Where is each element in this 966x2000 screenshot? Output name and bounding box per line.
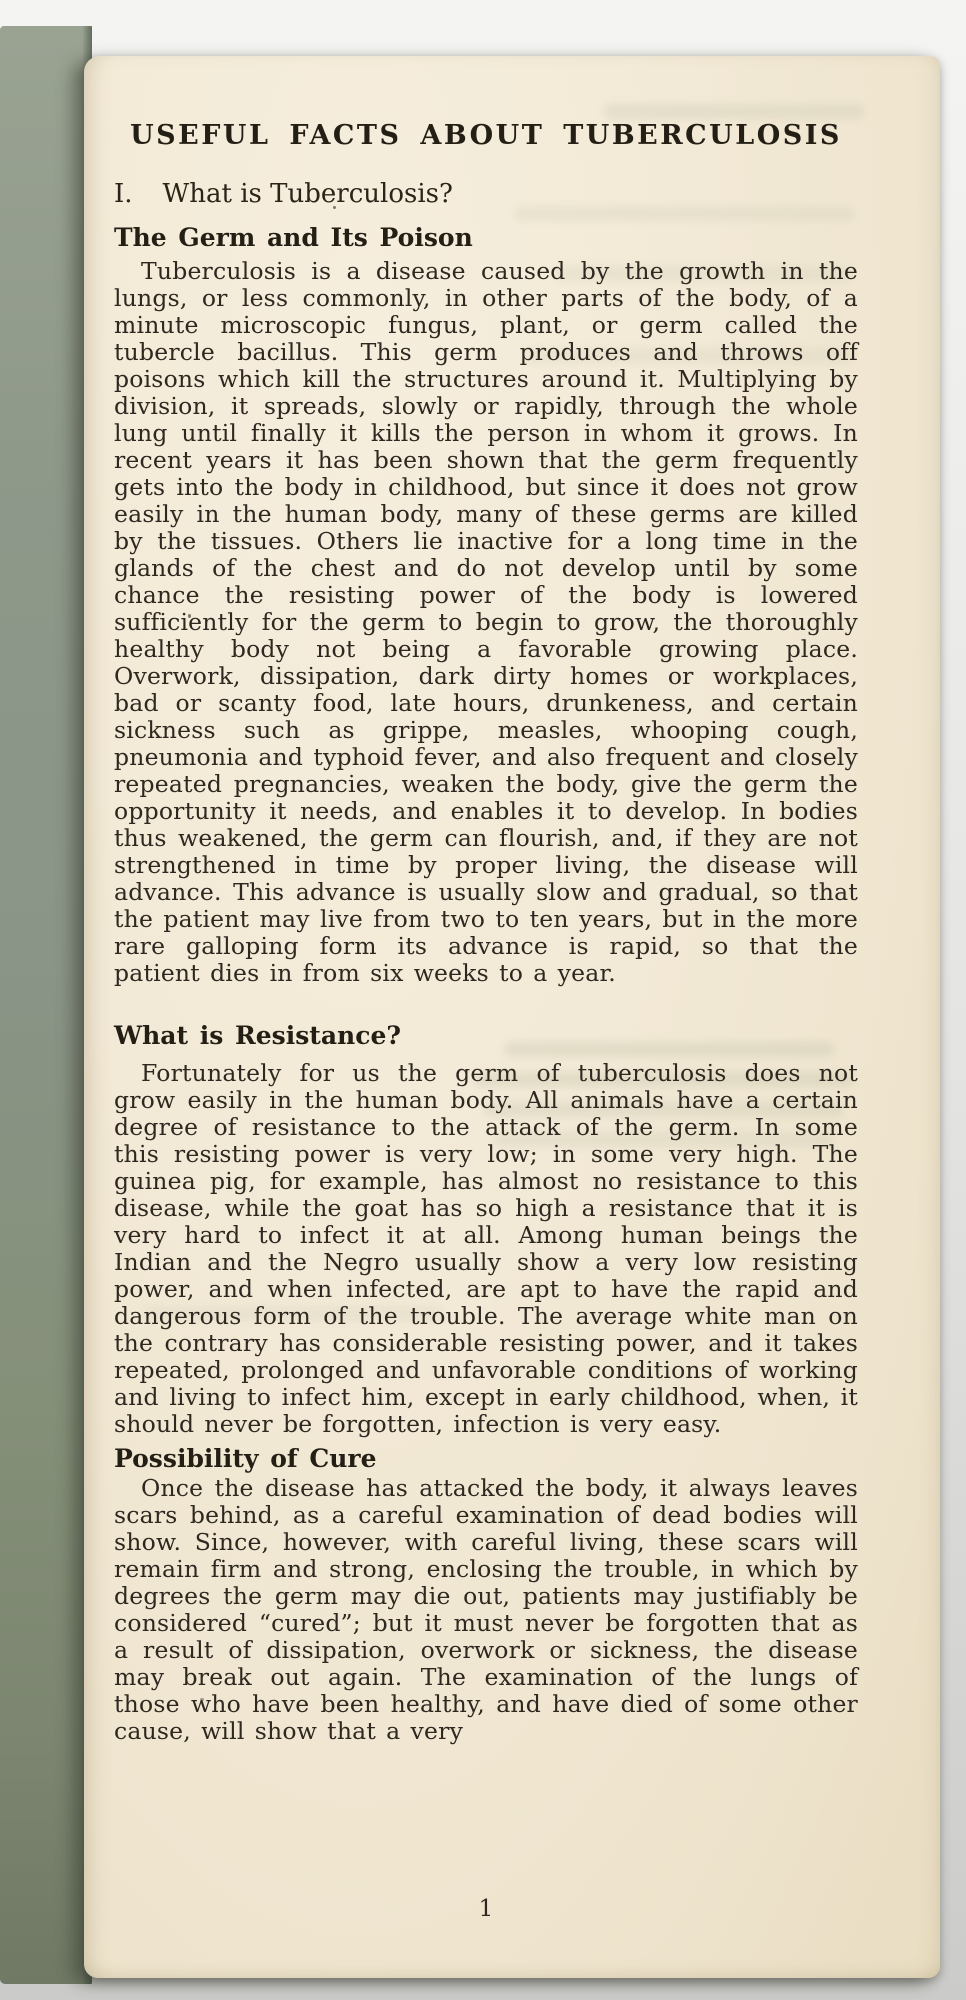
document-title: USEFUL FACTS ABOUT TUBERCULOSIS	[130, 120, 842, 151]
page-content	[84, 56, 940, 1978]
section-heading	[114, 179, 858, 209]
section-numeral: I.	[114, 179, 133, 209]
booklet-cover-edge	[0, 26, 92, 1984]
resistance-heading: What is Resistance?	[114, 1021, 402, 1050]
cure-paragraph: Once the disease has attacked the body, it always leaves scars behind, as a careful examination of dead bodies will show. Since, however, with careful living, these scars will remain firm and strong, enclosing the trouble, in which by degrees the germ may die out, patients may justifiably be considered “cured”; but it must never be forgotten that as a result of dissipation, overwork or sickness, the disease may break out again. The examination of the lungs of those who have been healthy, and have died of some other cause, will show that a very	[114, 1474, 858, 1745]
germ-poison-paragraph: Tuberculosis is a disease caused by the growth in the lungs, or less commonly, in other parts of the body, of a minute microscopic fungus, plant, or germ called the tubercle bacillus. This germ produces and throws off poisons which kill the structures around it. Multiplying by division, it spreads, slowly or rapidly, through the whole lung until finally it kills the person in whom it grows. In recent years it has been shown that the germ frequently gets into the body in childhood, but since it does not grow easily in the human body, many of these germs are killed by the tissues. Others lie inactive for a long time in the glands of the chest and do not develop until by some chance the resisting power of the body is lowered sufficiently for the germ to begin to grow, the thoroughly healthy body not being a favorable growing place. Overwork, dissipation, dark dirty homes or workplaces, bad or scanty food, late hours, drunkeness, and certain sickness such as grippe, measles, whooping cough, pneumonia and typhoid fever, and also frequent and closely repeated pregnancies, weaken the body, give the germ the opportunity it needs, and enables it to develop. In bodies thus weakened, the germ can flourish, and, if they are not strengthened in time by proper living, the disease will advance. This advance is usually slow and gradual, so that the patient may live from two to ten years, but in the more rare galloping form its advance is rapid, so that the patient dies in from six weeks to a year.	[114, 257, 858, 987]
pamphlet-page	[84, 56, 940, 1978]
resistance-paragraph: Fortunately for us the germ of tuberculosis does not grow easily in the human body. All animals have a certain degree of resistance to the attack of the germ. In some this resisting power is very low; in some very high. The guinea pig, for example, has almost no resistance to this disease, while the goat has so high a resistance that it is very hard to infect it at all. Among human beings the Indian and the Negro usually show a very low resisting power, and when infected, are apt to have the rapid and dangerous form of the trouble. The average white man on the contrary has considerable resisting power, and it takes repeated, prolonged and unfavorable conditions of working and living to infect him, except in early childhood, when, it should never be forgotten, infection is very easy.	[114, 1059, 858, 1438]
section-question: What is Tuberculosis?	[162, 179, 453, 209]
cure-heading: Possibility of Cure	[114, 1444, 377, 1473]
page-number: 1	[478, 1896, 494, 1922]
germ-poison-heading: The Germ and Its Poison	[114, 223, 473, 252]
